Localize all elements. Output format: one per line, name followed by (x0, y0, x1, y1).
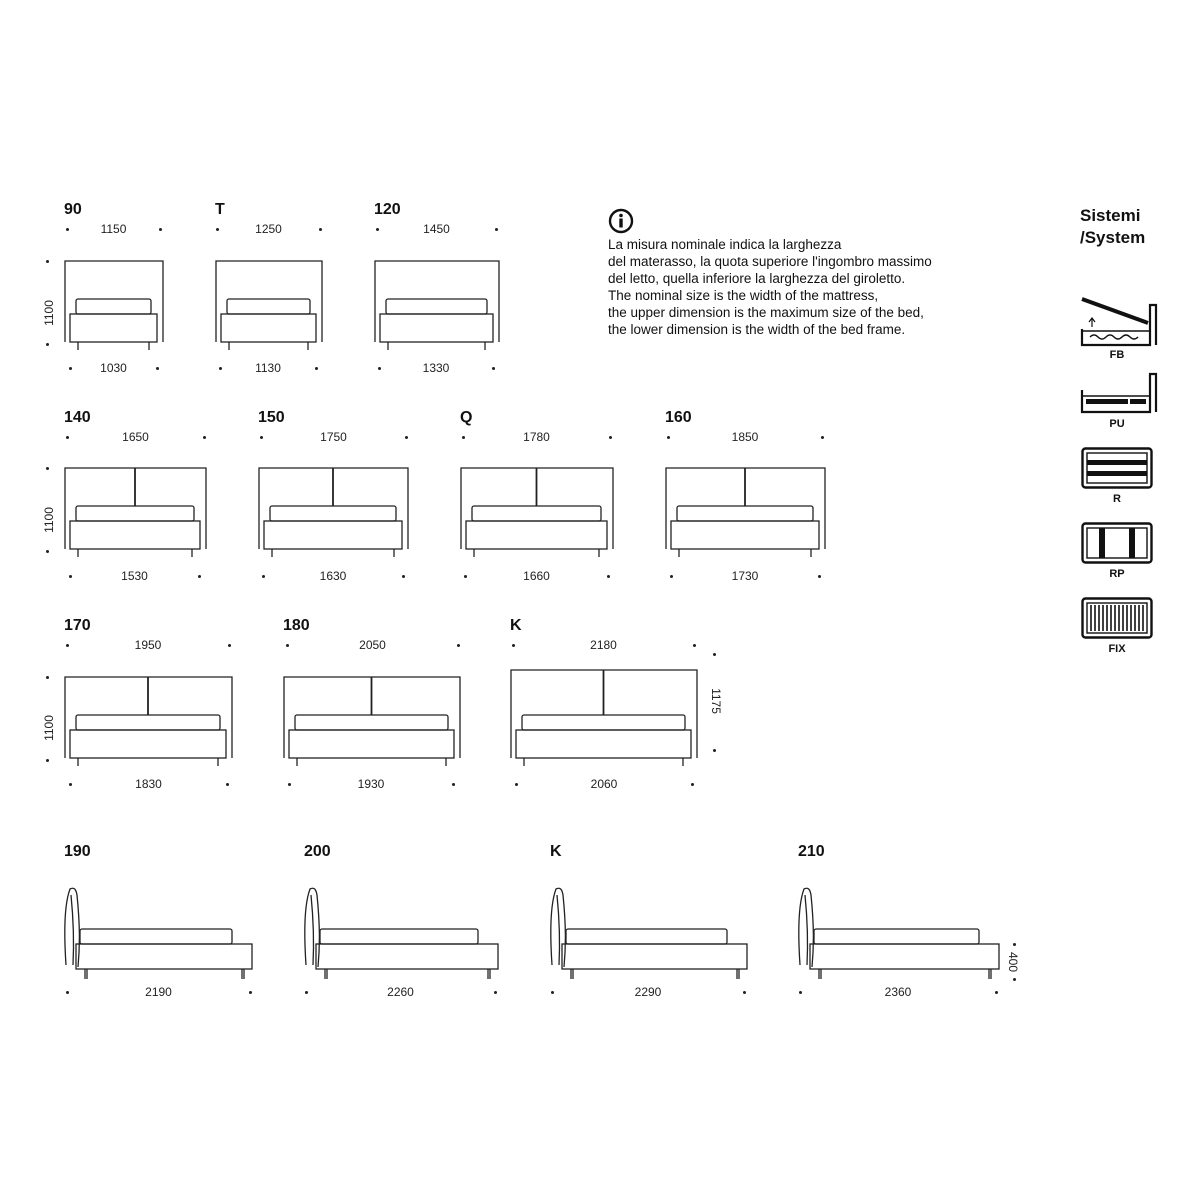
dimension-dot (405, 436, 408, 439)
bed-size-label: 140 (64, 409, 91, 426)
top-dimension: 1450 (423, 222, 450, 236)
dimension-dot (464, 575, 467, 578)
info-text-english-1: The nominal size is the width of the mattress, (608, 288, 879, 303)
system-label-fb: FB (1109, 349, 1125, 361)
dimension-dot (494, 991, 497, 994)
systems-title: Sistemi (1080, 206, 1141, 225)
dimension-dot (713, 749, 716, 752)
top-dimension: 1150 (100, 222, 127, 236)
top-dimension: 1250 (255, 222, 282, 236)
dimension-dot (376, 228, 379, 231)
bed-size-label: T (215, 201, 225, 218)
dimension-dot (159, 228, 162, 231)
top-dimension: 1780 (523, 430, 550, 444)
dimension-dot (288, 783, 291, 786)
top-dimension: 1650 (122, 430, 149, 444)
dimension-dot (492, 367, 495, 370)
bottom-dimension: 1030 (100, 361, 127, 375)
info-text-italian-3: del letto, quella inferiore la larghezza del giroletto. (608, 271, 906, 286)
dimension-dot (46, 550, 49, 553)
bed-size-label: 120 (374, 201, 401, 218)
system-label-fix: FIX (1108, 643, 1126, 655)
slat-frame-icon (1081, 447, 1153, 489)
system-label-r: R (1113, 493, 1121, 505)
height-dimension: 1100 (41, 300, 56, 326)
dimension-dot (609, 436, 612, 439)
dimension-dot (69, 575, 72, 578)
bed-front-drawing (510, 669, 699, 774)
dimension-dot (691, 783, 694, 786)
bottom-dimension: 1130 (255, 361, 281, 375)
dimension-dot (46, 676, 49, 679)
length-dimension: 2290 (634, 985, 662, 999)
dimension-dot (262, 575, 265, 578)
bottom-dimension: 1530 (121, 569, 148, 583)
bed-side-drawing (798, 885, 1001, 985)
dimension-dot (457, 644, 460, 647)
dimension-dot (667, 436, 670, 439)
dimension-dot (402, 575, 405, 578)
bottom-dimension: 1930 (357, 777, 385, 791)
bed-size-label: 160 (665, 409, 692, 426)
dimension-dot (69, 367, 72, 370)
dimension-dot (219, 367, 222, 370)
bed-front-drawing (258, 467, 410, 565)
dimension-dot (462, 436, 465, 439)
dimension-dot (818, 575, 821, 578)
height-dimension: 1100 (41, 715, 56, 741)
slat-frame-posture-icon (1081, 522, 1153, 564)
height-dimension: 1175 (708, 688, 723, 714)
dimension-dot (319, 228, 322, 231)
info-text-italian-1: La misura nominale indica la larghezza (608, 237, 842, 252)
info-icon (608, 208, 634, 234)
bed-size-label: Q (460, 409, 473, 426)
dimension-dot (203, 436, 206, 439)
dimension-dot (46, 467, 49, 470)
system-label-pu: PU (1109, 418, 1125, 430)
dimension-dot (515, 783, 518, 786)
dimension-dot (216, 228, 219, 231)
dimension-dot (46, 260, 49, 263)
length-dimension: 2360 (884, 985, 912, 999)
fixed-slats-icon (1081, 597, 1153, 639)
dimension-dot (315, 367, 318, 370)
bed-size-label: K (510, 617, 522, 634)
dimension-dot (46, 759, 49, 762)
dimension-dot (66, 228, 69, 231)
bed-front-drawing (64, 260, 165, 358)
dimension-dot (799, 991, 802, 994)
dimension-dot (305, 991, 308, 994)
dimension-dot (512, 644, 515, 647)
bed-size-label: 170 (64, 617, 91, 634)
bottom-dimension: 1660 (523, 569, 550, 583)
top-dimension: 2050 (359, 638, 386, 652)
bottom-dimension: 1830 (135, 777, 162, 791)
info-block (608, 208, 988, 338)
dimension-dot (198, 575, 201, 578)
pull-up-frame-icon (1078, 372, 1158, 416)
storage-lift-icon (1078, 297, 1158, 349)
bottom-dimension: 2060 (590, 777, 618, 791)
dimension-dot (46, 343, 49, 346)
bed-size-label: 180 (283, 617, 310, 634)
bed-size-label: 200 (304, 843, 331, 860)
bed-front-drawing (64, 676, 234, 774)
dimension-dot (66, 991, 69, 994)
bed-size-label: 150 (258, 409, 285, 426)
system-label-rp: RP (1109, 568, 1125, 580)
bed-front-drawing (460, 467, 615, 565)
top-dimension: 1750 (320, 430, 347, 444)
info-text-english-3: the lower dimension is the width of the bed frame. (608, 322, 906, 337)
info-text-english-2: the upper dimension is the maximum size of the bed, (608, 305, 924, 320)
info-text-italian-2: del materasso, la quota superiore l'ingombro massimo (608, 254, 932, 269)
systems-panel (1080, 205, 1190, 249)
dimension-dot (551, 991, 554, 994)
systems-subtitle: /System (1080, 228, 1146, 247)
dimension-dot (1013, 978, 1016, 981)
dimension-dot (286, 644, 289, 647)
bed-side-drawing (550, 885, 749, 985)
dimension-dot (1013, 943, 1016, 946)
bed-front-drawing (665, 467, 827, 565)
height-dimension: 400 (1006, 951, 1021, 973)
length-dimension: 2260 (387, 985, 414, 999)
dimension-dot (670, 575, 673, 578)
top-dimension: 2180 (590, 638, 617, 652)
dimension-dot (66, 436, 69, 439)
bed-size-label: 190 (64, 843, 91, 860)
dimension-dot (156, 367, 159, 370)
bed-front-drawing (64, 467, 208, 565)
dimension-dot (452, 783, 455, 786)
dimension-dot (607, 575, 610, 578)
top-dimension: 1850 (731, 430, 759, 444)
dimension-dot (743, 991, 746, 994)
dimension-dot (228, 644, 231, 647)
bed-front-drawing (374, 260, 501, 358)
dimension-dot (713, 653, 716, 656)
bottom-dimension: 1330 (422, 361, 450, 375)
bottom-dimension: 1730 (731, 569, 759, 583)
bed-front-drawing (215, 260, 324, 358)
dimension-dot (378, 367, 381, 370)
dimension-dot (495, 228, 498, 231)
bed-side-drawing (64, 885, 254, 985)
bed-size-label: K (550, 843, 562, 860)
dimension-dot (69, 783, 72, 786)
dimension-dot (226, 783, 229, 786)
dimension-dot (693, 644, 696, 647)
top-dimension: 1950 (134, 638, 162, 652)
dimension-dot (66, 644, 69, 647)
bed-front-drawing (283, 676, 462, 774)
length-dimension: 2190 (145, 985, 172, 999)
dimension-dot (995, 991, 998, 994)
dimension-dot (249, 991, 252, 994)
dimension-dot (260, 436, 263, 439)
bottom-dimension: 1630 (319, 569, 347, 583)
bed-side-drawing (304, 885, 500, 985)
height-dimension: 1100 (41, 507, 56, 533)
bed-size-label: 210 (798, 843, 825, 860)
bed-size-label: 90 (64, 201, 82, 218)
dimension-dot (821, 436, 824, 439)
